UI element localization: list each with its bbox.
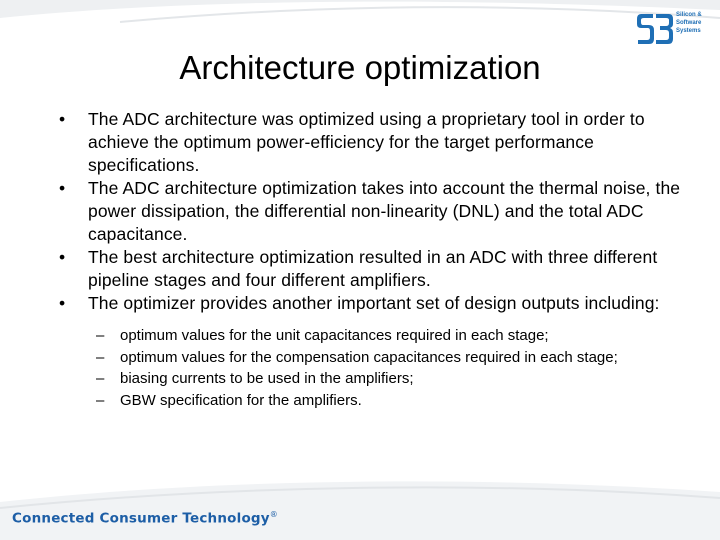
bullet-text: The optimizer provides another important set of design outputs including:	[88, 293, 660, 313]
sub-bullet-text: optimum values for the unit capacitances required in each stage;	[120, 327, 549, 344]
sub-bullet-marker: –	[96, 348, 105, 366]
bullet-item	[56, 108, 696, 177]
bullet-text: The ADC architecture was optimized using a proprietary tool in order to achieve the optimum power-efficiency for the target performance specifications.	[88, 109, 645, 175]
sub-bullet-item	[56, 347, 696, 369]
sub-bullet-text: GBW specification for the amplifiers.	[120, 391, 362, 409]
bullet-marker: •	[59, 109, 66, 129]
logo-line-2: Software	[676, 20, 702, 26]
logo-line-1: Silicon &	[676, 12, 702, 18]
bullet-marker: •	[59, 293, 66, 313]
sub-bullet-item	[56, 390, 696, 412]
bullet-item	[56, 246, 696, 292]
slide-title: Architecture optimization	[179, 49, 541, 86]
sub-bullet-marker: –	[96, 391, 105, 409]
sub-bullet-list	[56, 325, 696, 411]
bullet-marker: •	[59, 247, 66, 267]
sub-bullet-marker: –	[96, 327, 105, 344]
bullet-item	[56, 292, 696, 315]
bullet-text: The ADC architecture optimization takes into account the thermal noise, the power dissipation, the differential non-linearity (DNL) and the total ADC capacitance.	[88, 178, 681, 244]
bullet-list	[56, 108, 696, 315]
sub-bullet-item	[56, 368, 696, 390]
logo-line-3: Systems	[676, 28, 701, 34]
bullet-text: The best architecture optimization resulted in an ADC with three different pipeline stages and four different amplifiers.	[88, 247, 658, 290]
company-logo	[636, 8, 716, 48]
footer-text: Connected Consumer Technology	[12, 510, 270, 527]
sub-bullet-marker: –	[96, 370, 105, 387]
bullet-item	[56, 177, 696, 246]
registered-mark: ®	[269, 510, 278, 519]
slide-body	[56, 108, 696, 411]
footer-brand	[12, 510, 278, 527]
footer-swoosh	[0, 470, 720, 540]
sub-bullet-item	[56, 325, 696, 347]
s3-logo-icon	[636, 10, 674, 46]
sub-bullet-text: biasing currents to be used in the amplifiers;	[120, 370, 414, 387]
bullet-marker: •	[59, 178, 66, 198]
sub-bullet-text: optimum values for the compensation capacitances required in each stage;	[120, 348, 618, 366]
logo-text	[676, 11, 716, 35]
